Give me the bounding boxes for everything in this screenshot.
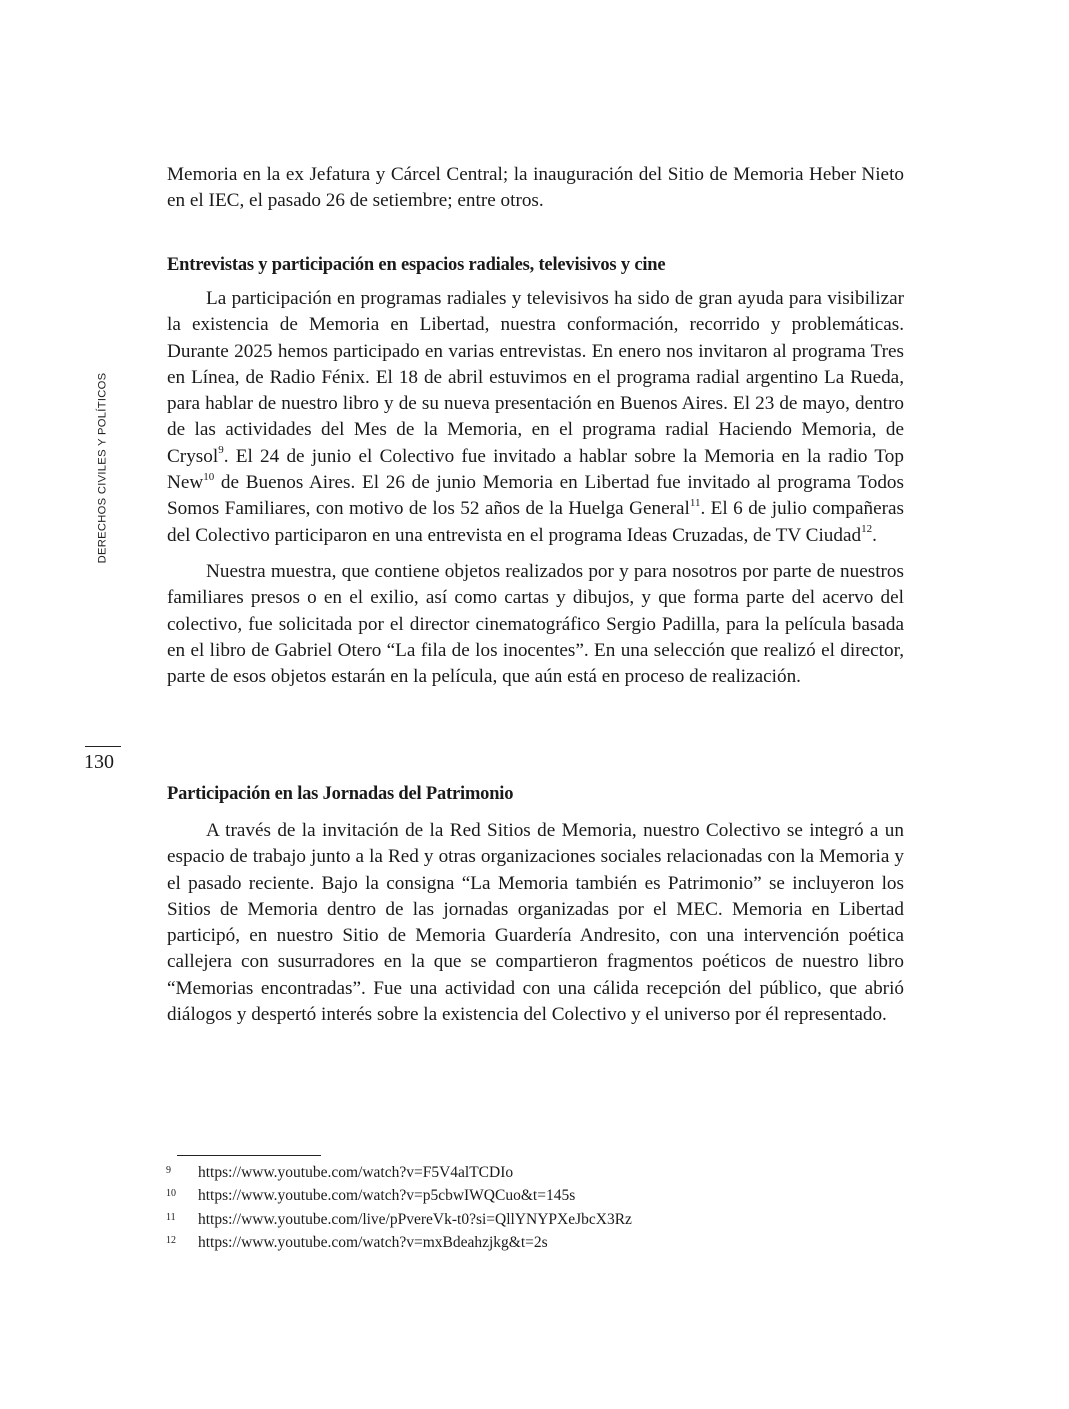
- intro-continuation-paragraph: Memoria en la ex Jefatura y Cárcel Central; la inauguración del Sitio de Memoria Heber Nieto en el IEC, el pasado 26 de setiembre; entre otros.: [167, 164, 904, 212]
- footnote-number: 11: [166, 1211, 176, 1223]
- text-run: . El 6 de julio compañeras del Colectivo participaron en una entrevista en el programa Ideas Cruzadas, de TV Ciudad: [167, 498, 904, 546]
- footnote-9: [166, 1162, 906, 1185]
- section-interviews-body: [167, 286, 904, 690]
- footnote-link[interactable]: https://www.youtube.com/watch?v=mxBdeahzjkg&t=2s: [198, 1233, 548, 1251]
- footnote-link[interactable]: https://www.youtube.com/watch?v=F5V4alTCDIo: [198, 1164, 514, 1181]
- footnote-number: 10: [166, 1188, 176, 1200]
- footnote-ref-9[interactable]: 9: [218, 444, 224, 457]
- running-head: [82, 372, 122, 564]
- footnote-11: [166, 1209, 906, 1232]
- footnote-ref-12[interactable]: 12: [861, 523, 873, 536]
- footnotes: [166, 1162, 906, 1255]
- footnote-ref-11[interactable]: 11: [689, 496, 701, 509]
- running-head-text: DERECHOS CIVILES Y POLÍTICOS: [96, 372, 108, 564]
- section-heading-interviews: Entrevistas y participación en espacios radiales, televisivos y cine: [167, 255, 666, 275]
- footnote-separator: [177, 1155, 321, 1156]
- text-run: de Buenos Aires. El 26 de junio Memoria en Libertad fue invitado al programa Todos Somos Familiares, con motivo de los 52 años de la Huelga General: [167, 472, 904, 520]
- section-heritage-body: [167, 818, 904, 1028]
- footnote-ref-10[interactable]: 10: [203, 470, 215, 483]
- page-number-rule: [85, 746, 121, 747]
- text-run: . El 24 de junio el Colectivo fue invitado a hablar sobre la Memoria en la radio Top New: [167, 445, 904, 494]
- footnote-12: [166, 1232, 906, 1255]
- page-number: 130: [84, 751, 114, 773]
- footnote-number: 12: [166, 1234, 176, 1246]
- footnote-link[interactable]: https://www.youtube.com/watch?v=p5cbwIWQCuo&t=145s: [198, 1187, 576, 1205]
- footnote-number: 9: [166, 1165, 171, 1176]
- text-run: .: [872, 524, 877, 546]
- interviews-paragraph-1: [167, 286, 904, 549]
- heritage-paragraph-1: A través de la invitación de la Red Sitios de Memoria, nuestro Colectivo se integró a un espacio de trabajo junto a la Red y otras organizaciones sociales relacionadas con la Memoria y el pasado reciente. Bajo la consigna “La Memoria también es Patrimonio” se incluyeron los Sitios de Memoria dentro de las jornadas organizadas por el MEC. Memoria en Libertad participó, en nuestro Sitio de Memoria Guardería Andresito, con una intervención poética callejera con susurradores en la que se compartieron fragmentos poéticos de nuestro libro “Memorias encontradas”. Fue una actividad con una cálida recepción del público, que abrió diálogos y despertó interés sobre la existencia del Colectivo y el universo por él representado.: [167, 820, 904, 1026]
- interviews-paragraph-2: Nuestra muestra, que contiene objetos realizados por y para nosotros por parte de nuestros familiares presos o en el exilio, así como cartas y dibujos, y que forma parte del acervo del colectivo, fue solicitada por el director cinematográfico Sergio Padilla, para la película basada en el libro de Gabriel Otero “La fila de los inocentes”. En una selección que realizó el director, parte de esos objetos estarán en la película, que aún está en proceso de realización.: [167, 560, 904, 688]
- intro-continuation-block: [167, 162, 904, 215]
- section-heading-heritage: Participación en las Jornadas del Patrimonio: [167, 784, 514, 804]
- footnote-link[interactable]: https://www.youtube.com/live/pPvereVk-t0?si=QllYNYPXeJbcX3Rz: [198, 1210, 632, 1228]
- text-run: La participación en programas radiales y televisivos ha sido de gran ayuda para visibilizar la existencia de Memoria en Libertad, nuestra conformación, recorrido y problemáticas. Durante 2025 hemos participado en varias entrevistas. En enero nos invitaron al programa Tres en Línea, de Radio Fénix. El 18 de abril estuvimos en el programa radial argentino La Rueda, para hablar de nuestro libro y de su nueva presentación en Buenos Aires. El 23 de mayo, dentro de las actividades del Mes de la Memoria, en el programa radial Haciendo Memoria, de Crysol: [167, 288, 904, 467]
- footnote-10: [166, 1185, 906, 1208]
